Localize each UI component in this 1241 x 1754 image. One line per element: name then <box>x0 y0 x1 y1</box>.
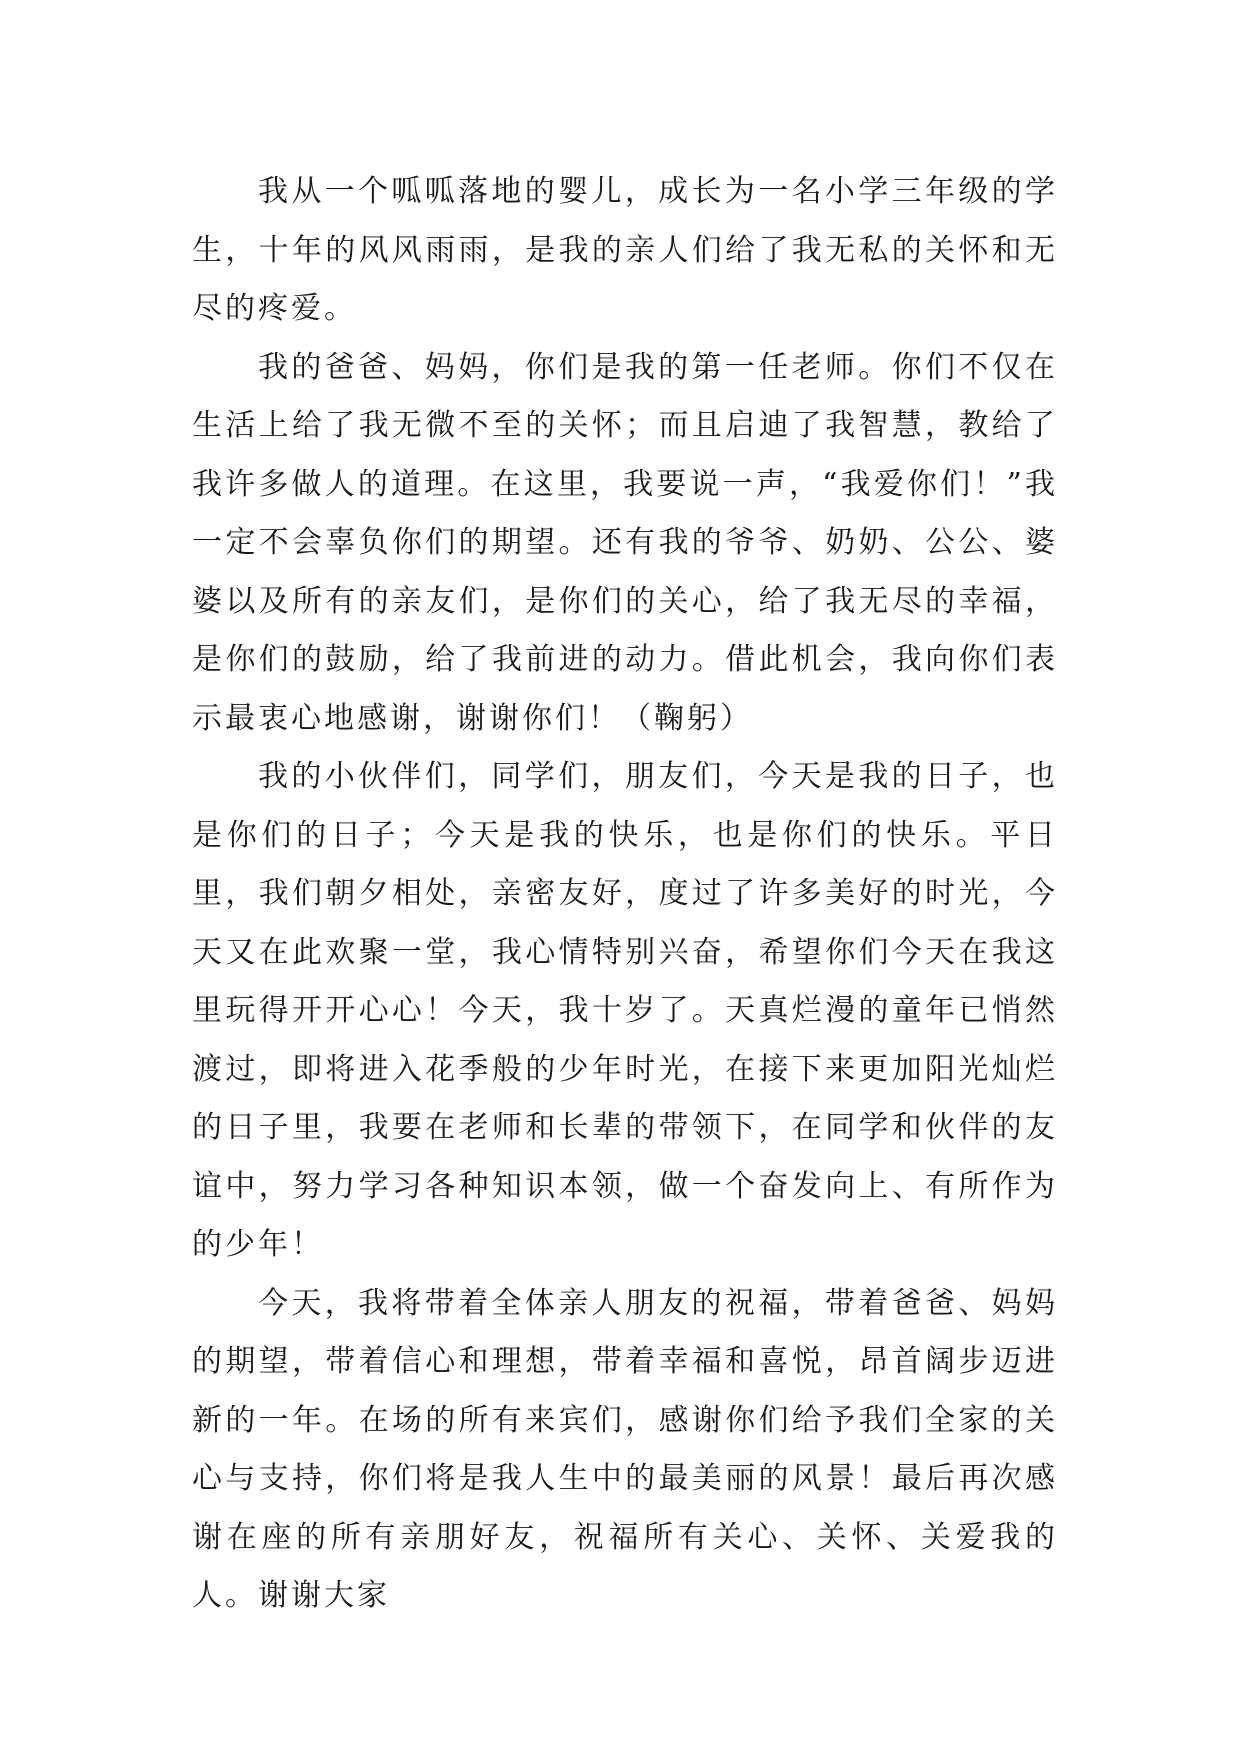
document-page <box>192 163 1058 1626</box>
paragraph-2: 我的爸爸、妈妈，你们是我的第一任老师。你们不仅在生活上给了我无微不至的关怀；而且启迪了我智慧，教给了我许多做人的道理。在这里，我要说一声，“我爱你们！”我一定不会辜负你们的期望。还有我的爷爷、奶奶、公公、婆婆以及所有的亲友们，是你们的关心，给了我无尽的幸福，是你们的鼓励，给了我前进的动力。借此机会，我向你们表示最衷心地感谢，谢谢你们！（鞠躬） <box>192 349 1058 736</box>
paragraph-1: 我从一个呱呱落地的婴儿，成长为一名小学三年级的学生，十年的风风雨雨，是我的亲人们给了我无私的关怀和无尽的疼爱。 <box>192 174 1058 326</box>
paragraph-3: 我的小伙伴们，同学们，朋友们，今天是我的日子，也是你们的日子；今天是我的快乐，也是你们的快乐。平日里，我们朝夕相处，亲密友好，度过了许多美好的时光，今天又在此欢聚一堂，我心情特别兴奋，希望你们今天在我这里玩得开开心心！今天，我十岁了。天真烂漫的童年已悄然渡过，即将进入花季般的少年时光，在接下来更加阳光灿烂的日子里，我要在老师和长辈的带领下，在同学和伙伴的友谊中，努力学习各种知识本领，做一个奋发向上、有所作为的少年！ <box>192 759 1058 1262</box>
paragraph-4: 今天，我将带着全体亲人朋友的祝福，带着爸爸、妈妈的期望，带着信心和理想，带着幸福和喜悦，昂首阔步迈进新的一年。在场的所有来宾们，感谢你们给予我们全家的关心与支持，你们将是我人生中的最美丽的风景！最后再次感谢在座的所有亲朋好友，祝福所有关心、关怀、关爱我的人。谢谢大家 <box>192 1285 1058 1613</box>
